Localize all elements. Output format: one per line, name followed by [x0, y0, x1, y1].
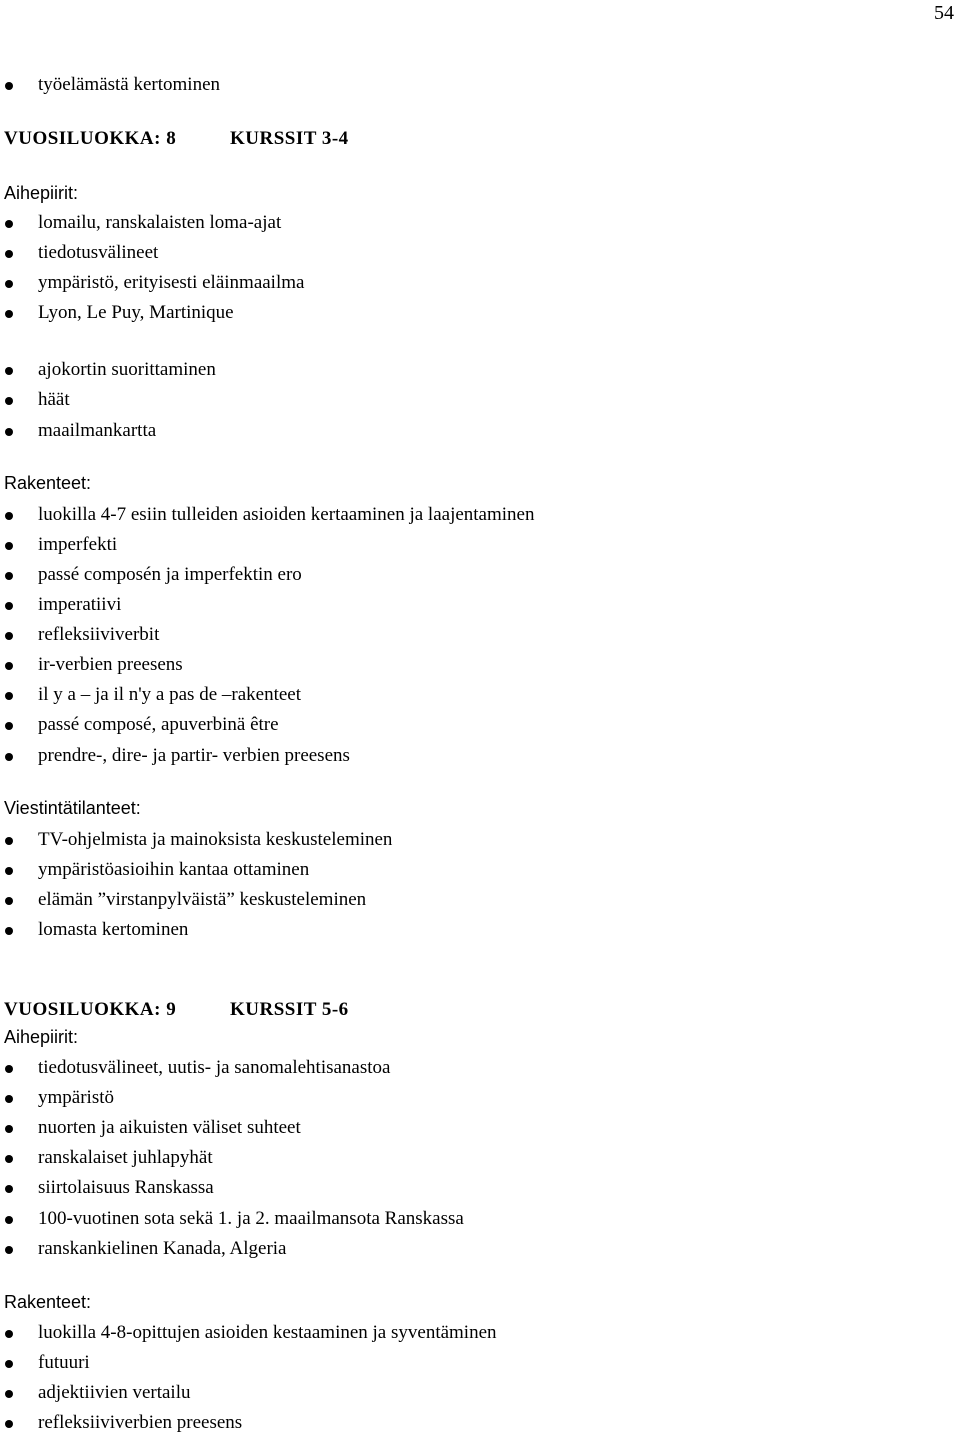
grade8-communication-label: Viestintätilanteet: [4, 798, 141, 818]
list-item-text: ir-verbien preesens [38, 654, 183, 675]
bullet-icon [5, 572, 13, 580]
list-item-text: luokilla 4-8-opittujen asioiden kestaaminen ja syventäminen [38, 1322, 497, 1343]
bullet-icon [5, 428, 13, 436]
list-item-text: tiedotusvälineet [38, 242, 159, 263]
list-item-text: häät [38, 389, 70, 410]
bullet-icon [5, 512, 13, 520]
list-item-text: ympäristöasioihin kantaa ottaminen [38, 859, 310, 880]
list-item-text: refleksiiviverbien preesens [38, 1412, 243, 1433]
grade9-themes-label: Aihepiirit: [4, 1027, 79, 1047]
list-item-text: 100-vuotinen sota sekä 1. ja 2. maailmansota Ranskassa [38, 1208, 464, 1229]
bullet-icon [5, 310, 13, 318]
list-item-text: ranskankielinen Kanada, Algeria [38, 1238, 287, 1259]
bullet-icon [5, 897, 13, 905]
bullet-icon [5, 692, 13, 700]
bullet-icon [5, 662, 13, 670]
page-number: 54 [934, 2, 954, 24]
list-item-text: passé composén ja imperfektin ero [38, 564, 302, 585]
bullet-icon [5, 1420, 13, 1428]
list-item-text: ympäristö, erityisesti eläinmaailma [38, 272, 305, 293]
list-item-text: refleksiiviverbit [38, 624, 160, 645]
list-item-text: lomasta kertominen [38, 919, 189, 940]
grade8-heading-courses: KURSSIT 3-4 [230, 128, 349, 149]
bullet-icon [5, 1185, 13, 1193]
list-item-text: työelämästä kertominen [38, 74, 221, 95]
bullet-icon [5, 1330, 13, 1338]
bullet-icon [5, 837, 13, 845]
bullet-icon [5, 753, 13, 761]
bullet-icon [5, 722, 13, 730]
grade9-heading [4, 999, 349, 1021]
list-item-text: luokilla 4-7 esiin tulleiden asioiden kertaaminen ja laajentaminen [38, 504, 535, 525]
list-item-text: elämän ”virstanpylväistä” keskusteleminen [38, 889, 367, 910]
grade8-heading [4, 128, 349, 150]
list-item-text: tiedotusvälineet, uutis- ja sanomalehtisanastoa [38, 1057, 391, 1078]
list-item-text: ranskalaiset juhlapyhät [38, 1147, 213, 1168]
bullet-icon [5, 1360, 13, 1368]
bullet-icon [5, 397, 13, 405]
list-item-text: prendre-, dire- ja partir- verbien preesens [38, 745, 350, 766]
list-item-text: Lyon, Le Puy, Martinique [38, 302, 234, 323]
list-item-text: ympäristö [38, 1087, 114, 1108]
grade8-themes-label: Aihepiirit: [4, 183, 79, 203]
bullet-icon [5, 867, 13, 875]
list-item-text: imperfekti [38, 534, 118, 555]
bullet-icon [5, 250, 13, 258]
list-item-text: ajokortin suorittaminen [38, 359, 216, 380]
list-item-text: il y a – ja il n'y a pas de –rakenteet [38, 684, 301, 705]
bullet-icon [5, 927, 13, 935]
grade9-heading-courses: KURSSIT 5-6 [230, 999, 349, 1020]
bullet-icon [5, 602, 13, 610]
bullet-icon [5, 1095, 13, 1103]
list-item-text: futuuri [38, 1352, 90, 1373]
bullet-icon [5, 542, 13, 550]
list-item-text: siirtolaisuus Ranskassa [38, 1177, 214, 1198]
list-item-text: maailmankartta [38, 420, 157, 441]
list-item-text: nuorten ja aikuisten väliset suhteet [38, 1117, 301, 1138]
bullet-icon [5, 220, 13, 228]
list-item-text: passé composé, apuverbinä être [38, 714, 279, 735]
bullet-icon [5, 1216, 13, 1224]
grade9-structures-label: Rakenteet: [4, 1292, 92, 1312]
bullet-icon [5, 1390, 13, 1398]
bullet-icon [5, 1125, 13, 1133]
bullet-icon [5, 1065, 13, 1073]
list-item-text: lomailu, ranskalaisten loma-ajat [38, 212, 282, 233]
bullet-icon [5, 82, 13, 90]
bullet-icon [5, 1155, 13, 1163]
list-item-text: TV-ohjelmista ja mainoksista keskusteleminen [38, 829, 393, 850]
grade8-heading-grade: VUOSILUOKKA: 8 [4, 128, 177, 149]
grade9-heading-grade: VUOSILUOKKA: 9 [4, 999, 177, 1020]
bullet-icon [5, 632, 13, 640]
list-item-text: adjektiivien vertailu [38, 1382, 191, 1403]
bullet-icon [5, 367, 13, 375]
grade8-structures-label: Rakenteet: [4, 473, 92, 493]
bullet-icon [5, 1246, 13, 1254]
bullet-icon [5, 280, 13, 288]
list-item-text: imperatiivi [38, 594, 122, 615]
